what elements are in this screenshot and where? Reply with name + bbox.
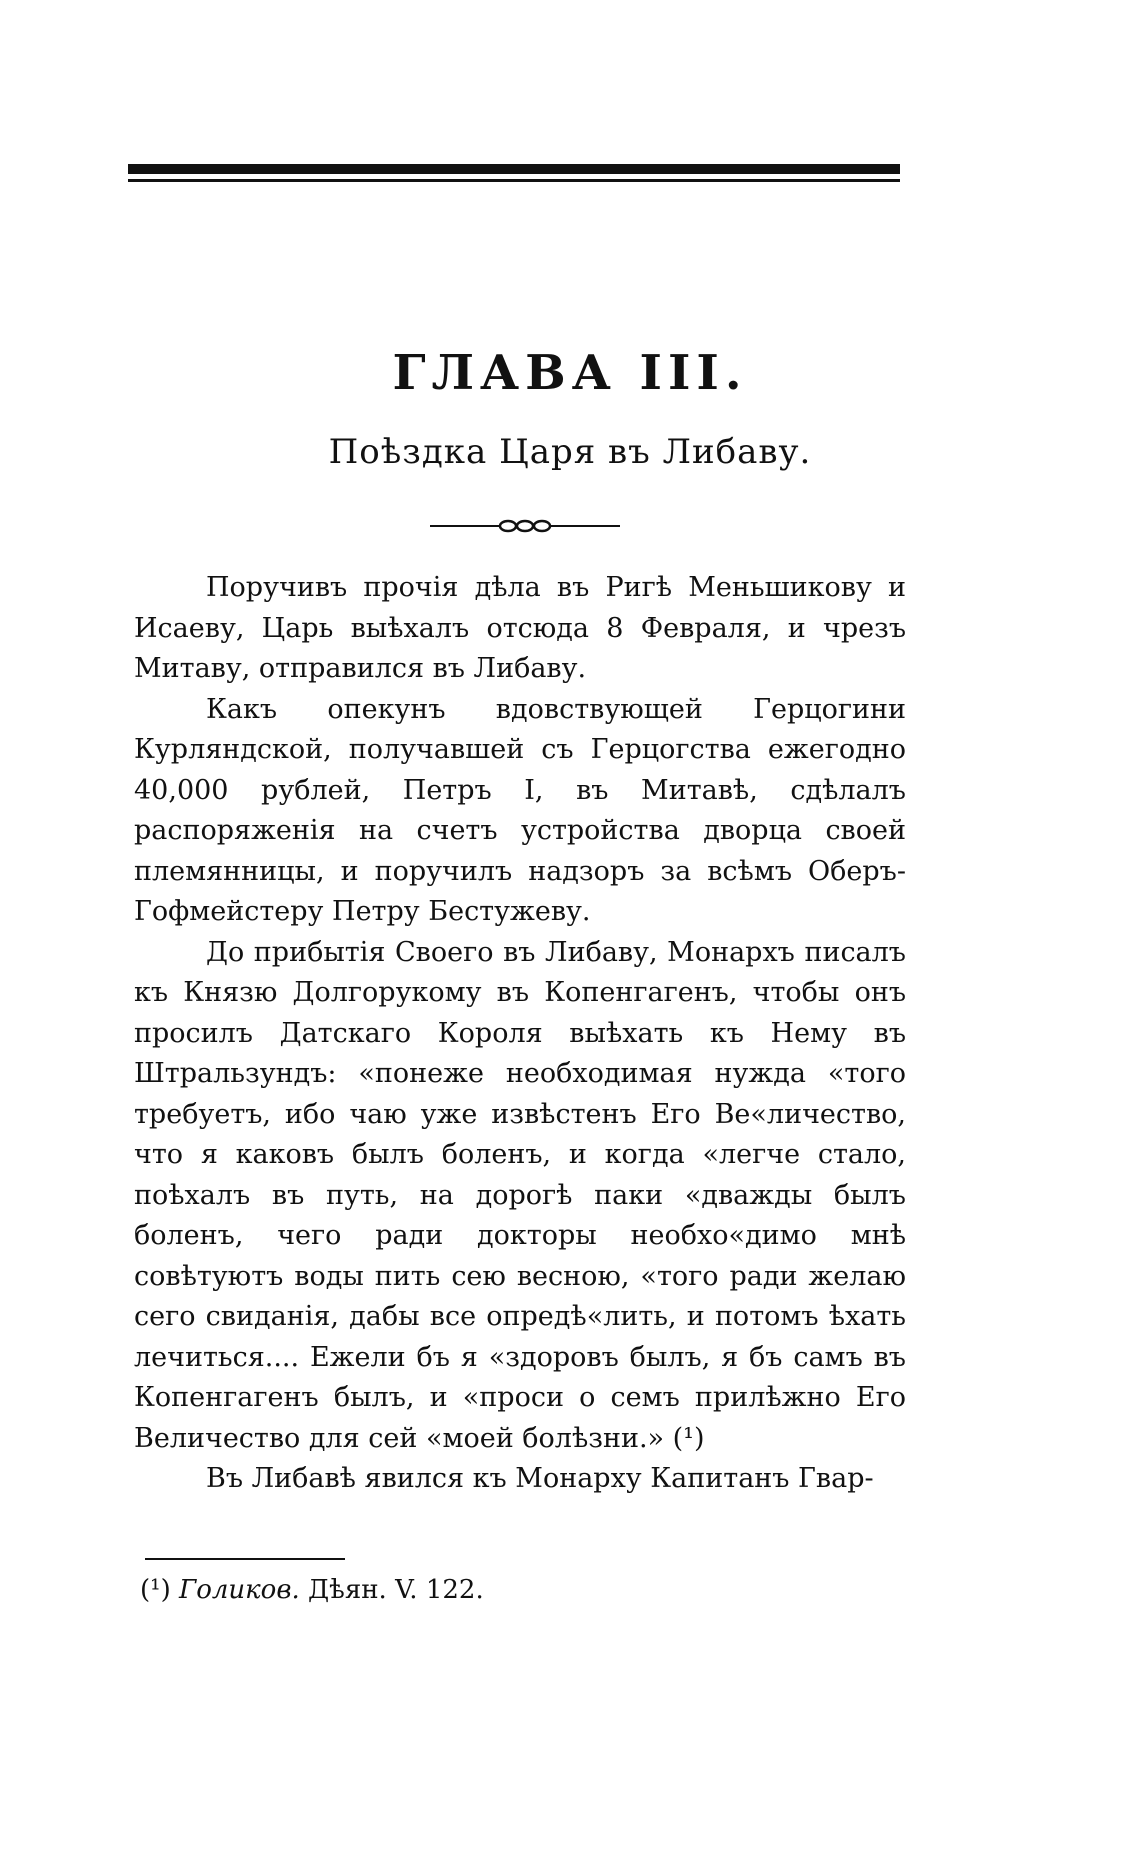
paragraph: До прибытія Своего въ Либаву, Монархъ писалъ къ Князю Долгорукому въ Копенгагенъ, чтобы онъ просилъ Датскаго Короля выѣхать къ Нему въ Штральзундъ: «понеже необходимая нужда «того требуетъ, ибо чаю уже извѣстенъ Его Ве«личество, что я каковъ былъ боленъ, и когда «легче стало, поѣхалъ въ путь, на дорогѣ паки «дважды былъ боленъ, чего ради докторы необхо«димо мнѣ совѣтуютъ воды пить сею весною, «того ради желаю сего свиданія, дабы все опредѣ«лить, и потомъ ѣхать лечиться.... Ежели бъ я «здоровъ былъ, я бъ самъ въ Копенгагенъ былъ, и «проси о семъ прилѣжно Его Величество для сей «моей болѣзни.» (¹) xyxy=(134,936,906,1454)
ornament-divider xyxy=(430,518,620,534)
footnote-source: Голиков. xyxy=(178,1575,300,1605)
paragraph: Поручивъ прочія дѣла въ Ригѣ Меньшикову и Исаеву, Царь выѣхалъ отсюда 8 Февраля, и чрезъ Митаву, отправился въ Либаву. xyxy=(134,572,906,684)
top-rule-thick xyxy=(128,164,900,174)
paragraph: Въ Либавѣ явился къ Монарху Капитанъ Гвар- xyxy=(206,1463,874,1494)
paragraph: Какъ опекунъ вдовствующей Герцогини Курляндской, получавшей съ Герцогства ежегодно 40,000 рублей, Петръ I, въ Митавѣ, сдѣлалъ распоряженія на счетъ устройства дворца своей племянницы, и поручилъ надзоръ за всѣмъ Оберъ-Гофмейстеру Петру Бестужеву. xyxy=(134,693,906,927)
footnote-text: Дѣян. V. 122. xyxy=(308,1575,484,1605)
chapter-title: ГЛАВА III. xyxy=(392,345,748,401)
body-text xyxy=(134,568,906,1500)
footnote xyxy=(140,1575,484,1605)
top-rule-thin xyxy=(128,179,900,182)
footnote-rule xyxy=(145,1558,345,1560)
footnote-marker: (¹) xyxy=(140,1575,171,1605)
chapter-subtitle: Поѣздка Царя въ Либаву. xyxy=(328,432,812,472)
